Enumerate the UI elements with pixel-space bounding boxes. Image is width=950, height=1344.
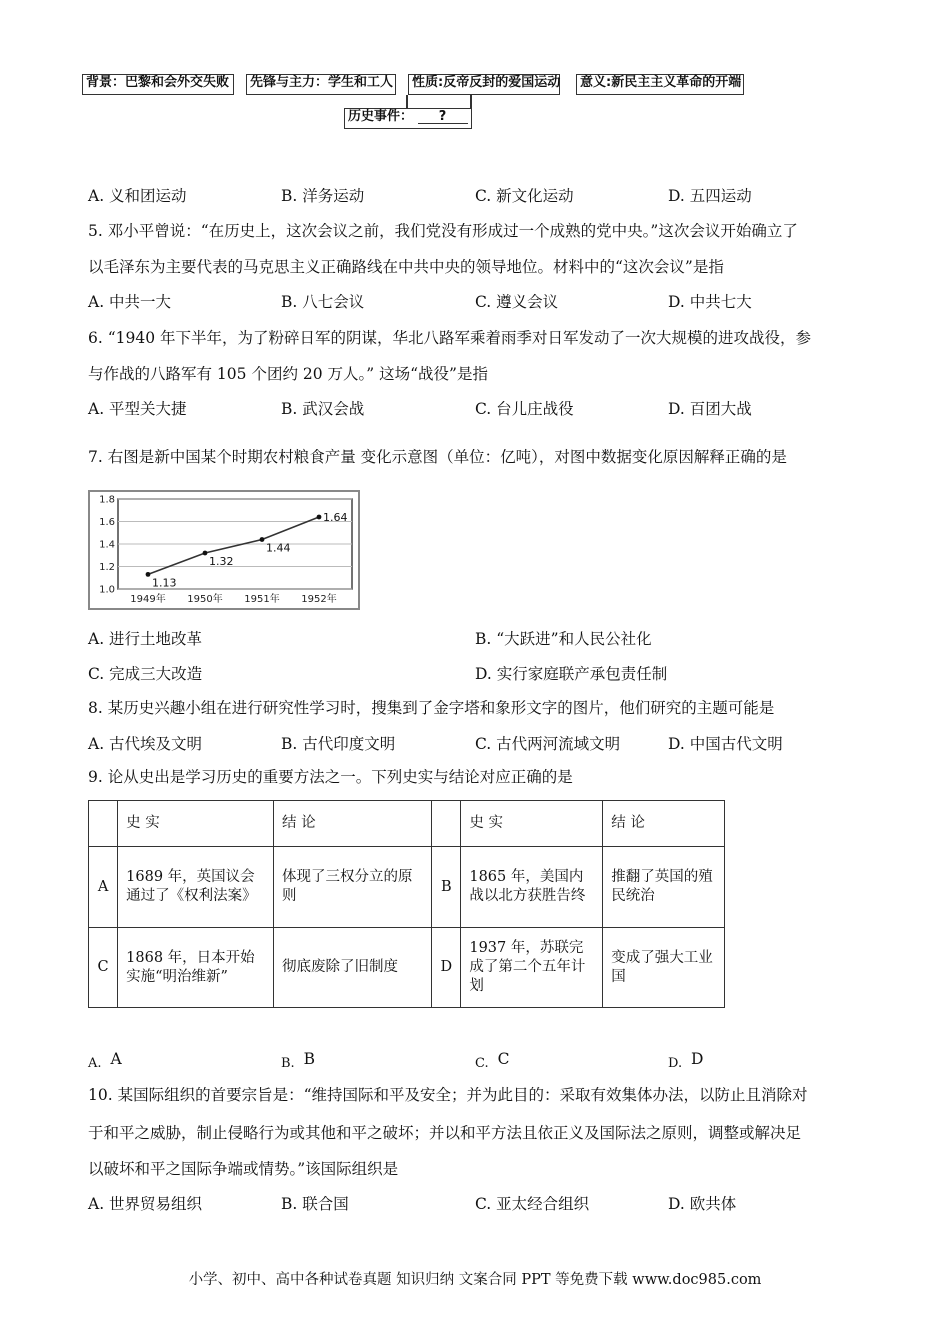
- q4-box-significance: 意义:新民主主义革命的开端: [576, 74, 744, 95]
- chart-y-tick-label: 1.8: [99, 494, 115, 506]
- q6-option-a[interactable]: A. 平型关大捷: [88, 400, 187, 418]
- q4-option-b[interactable]: B. 洋务运动: [281, 187, 365, 205]
- page-footer: 小学、初中、高中各种试卷真题 知识归纳 文案合同 PPT 等免费下载 www.doc985.com: [188, 1272, 762, 1288]
- chart-y-tick-label: 1.4: [99, 539, 115, 551]
- q8-option-c[interactable]: C. 古代两河流域文明: [475, 735, 621, 753]
- table-cell-conclusion: 变成了强大工业国: [603, 928, 725, 1008]
- q10-option-b[interactable]: B. 联合国: [281, 1195, 349, 1213]
- q6-option-b[interactable]: B. 武汉会战: [281, 400, 365, 418]
- q4-box-background: 背景：巴黎和会外交失败: [82, 74, 234, 95]
- table-header-fact-2: 史 实: [461, 801, 603, 847]
- chart-data-label: 1.13: [152, 576, 177, 590]
- table-cell-conclusion: 体现了三权分立的原则: [274, 847, 432, 928]
- q9-option-d-prefix: D.: [668, 1056, 683, 1071]
- q4-box-pioneer: 先锋与主力：学生和工人: [246, 74, 396, 95]
- table-cell-fact: 1689 年，英国议会通过了《权利法案》: [118, 847, 274, 928]
- chart-data-point: [203, 551, 208, 556]
- q5-option-d[interactable]: D. 中共七大: [668, 293, 752, 311]
- chart-y-tick-label: 1.0: [99, 584, 115, 596]
- q4-connector-right: [470, 95, 472, 108]
- table-row: [89, 847, 725, 928]
- q9-option-b[interactable]: [281, 1048, 315, 1075]
- q5-option-a[interactable]: A. 中共一大: [88, 293, 172, 311]
- chart-data-point: [317, 515, 322, 520]
- q10-text-line-3: 以破坏和平之国际争端或情势。”该国际组织是: [88, 1160, 399, 1178]
- q8-option-d[interactable]: D. 中国古代文明: [668, 735, 783, 753]
- table-row-letter: C: [89, 928, 118, 1008]
- q4-option-a[interactable]: A. 义和团运动: [88, 187, 187, 205]
- table-cell-fact: 1868 年，日本开始实施“明治维新”: [118, 928, 274, 1008]
- q6-text-line-2: 与作战的八路军有 105 个团约 20 万人。” 这场“战役”是指: [88, 365, 488, 383]
- q4-connector-left: [406, 95, 408, 108]
- q5-text-line-2: 以毛泽东为主要代表的马克思主义正确路线在中共中央的领导地位。材料中的“这次会议”是指: [88, 258, 724, 276]
- table-cell-fact: 1865 年，美国内战以北方获胜告终: [461, 847, 603, 928]
- q4-option-c[interactable]: C. 新文化运动: [475, 187, 574, 205]
- q9-option-c[interactable]: [475, 1048, 509, 1075]
- table-header-fact-1: 史 实: [118, 801, 274, 847]
- chart-y-tick-label: 1.6: [99, 517, 115, 528]
- table-cell-conclusion: 彻底废除了旧制度: [274, 928, 432, 1008]
- table-cell-conclusion: 推翻了英国的殖民统治: [603, 847, 725, 928]
- chart-x-tick-label: 1951年: [244, 594, 280, 605]
- q9-option-a-prefix: A.: [88, 1056, 102, 1071]
- q9-option-a[interactable]: [88, 1048, 122, 1075]
- q5-option-b[interactable]: B. 八七会议: [281, 293, 365, 311]
- table-header-conclusion-1: 结 论: [274, 801, 432, 847]
- q9-fact-conclusion-table: [88, 800, 725, 1008]
- grain-output-chart: [88, 490, 360, 610]
- q8-option-a[interactable]: A. 古代埃及文明: [88, 735, 203, 753]
- q7-option-b[interactable]: B. “大跃进”和人民公社化: [475, 630, 652, 648]
- q9-option-c-value: C: [497, 1050, 510, 1068]
- q4-box-nature: 性质:反帝反封的爱国运动: [408, 74, 560, 95]
- q9-option-a-value: A: [110, 1050, 122, 1068]
- table-header-row: [89, 801, 725, 847]
- q7-option-a[interactable]: A. 进行土地改革: [88, 630, 203, 648]
- q5-text-line-1: 5. 邓小平曾说：“在历史上，这次会议之前，我们党没有形成过一个成熟的党中央。”这次会议开始确立了: [88, 222, 798, 240]
- q10-text-line-1: 10. 某国际组织的首要宗旨是：“维持国际和平及安全；并为此目的：采取有效集体办法，以防止且消除对: [88, 1086, 808, 1104]
- q7-option-c[interactable]: C. 完成三大改造: [88, 665, 203, 683]
- chart-data-point: [146, 572, 151, 577]
- chart-data-point: [260, 537, 265, 542]
- q5-option-c[interactable]: C. 遵义会议: [475, 293, 559, 311]
- q8-option-b[interactable]: B. 古代印度文明: [281, 735, 396, 753]
- q10-text-line-2: 于和平之威胁，制止侵略行为或其他和平之破坏；并以和平方法且依正义及国际法之原则，调整或解决足: [88, 1124, 802, 1142]
- q6-option-d[interactable]: D. 百团大战: [668, 400, 752, 418]
- q4-event-box: [344, 108, 472, 129]
- table-row-letter: A: [89, 847, 118, 928]
- q6-text-line-1: 6. “1940 年下半年，为了粉碎日军的阴谋，华北八路军乘着雨季对日军发动了一次大规模的进攻战役，参: [88, 329, 812, 347]
- q10-option-c[interactable]: C. 亚太经合组织: [475, 1195, 590, 1213]
- table-row-letter: B: [432, 847, 461, 928]
- q9-option-b-value: B: [303, 1050, 316, 1068]
- q9-option-d-value: D: [691, 1050, 704, 1068]
- q4-event-blank: ?: [418, 110, 468, 124]
- table-header-blank-1: [89, 801, 118, 847]
- chart-data-label: 1.64: [323, 511, 348, 524]
- chart-x-tick-label: 1949年: [130, 594, 166, 605]
- q9-option-d[interactable]: [668, 1048, 703, 1075]
- chart-data-label: 1.32: [209, 555, 234, 568]
- q10-option-d[interactable]: D. 欧共体: [668, 1195, 737, 1213]
- chart-x-tick-label: 1950年: [187, 594, 223, 605]
- chart-y-tick-label: 1.2: [99, 562, 115, 573]
- chart-x-tick-label: 1952年: [301, 594, 337, 605]
- q7-text-line: 7. 右图是新中国某个时期农村粮食产量 变化示意图（单位：亿吨），对图中数据变化原因解释正确的是: [88, 448, 787, 466]
- table-row-letter: D: [432, 928, 461, 1008]
- q4-event-label: 历史事件：: [348, 109, 414, 124]
- q8-text-line: 8. 某历史兴趣小组在进行研究性学习时，搜集到了金字塔和象形文字的图片，他们研究的主题可能是: [88, 699, 775, 717]
- q10-option-a[interactable]: A. 世界贸易组织: [88, 1195, 203, 1213]
- chart-data-label: 1.44: [266, 541, 291, 555]
- table-row: [89, 928, 725, 1008]
- q9-option-b-prefix: B.: [281, 1056, 295, 1071]
- table-header-conclusion-2: 结 论: [603, 801, 725, 847]
- q9-option-c-prefix: C.: [475, 1056, 489, 1071]
- q9-text-line: 9. 论从史出是学习历史的重要方法之一。下列史实与结论对应正确的是: [88, 768, 573, 786]
- table-cell-fact: 1937 年，苏联完成了第二个五年计划: [461, 928, 603, 1008]
- table-header-blank-2: [432, 801, 461, 847]
- q4-option-d[interactable]: D. 五四运动: [668, 187, 752, 205]
- q7-option-d[interactable]: D. 实行家庭联产承包责任制: [475, 665, 668, 683]
- q6-option-c[interactable]: C. 台儿庄战役: [475, 400, 574, 418]
